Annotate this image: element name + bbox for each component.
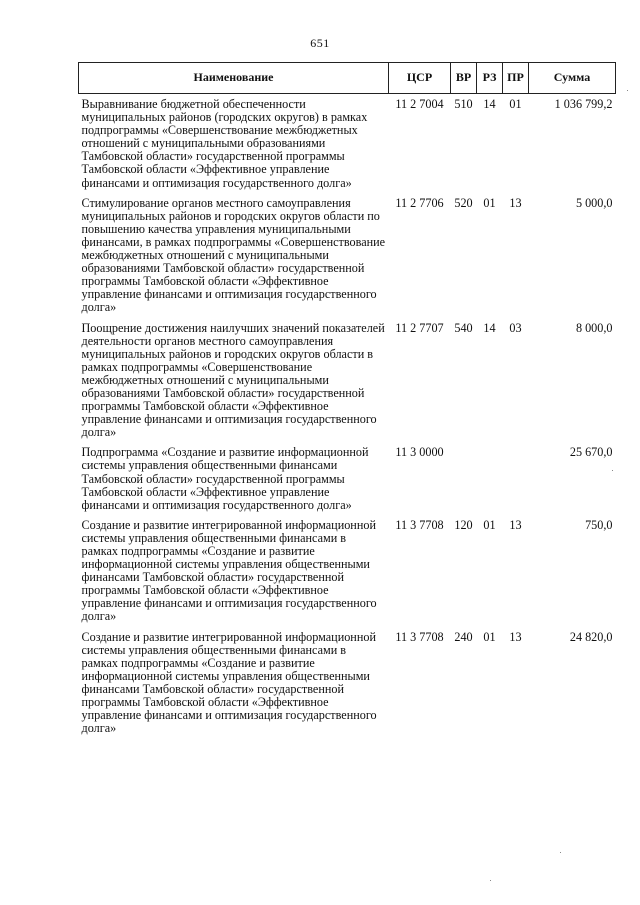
row-sum: 5 000,0 (575, 195, 613, 210)
row-csr: 11 2 7706 (395, 195, 444, 210)
row-vr: 520 (454, 195, 473, 210)
table-row (79, 627, 616, 739)
row-vr: 120 (454, 517, 473, 532)
table-row (79, 515, 616, 627)
row-pr: 03 (509, 320, 522, 335)
scan-speck (627, 90, 628, 91)
row-pr: 01 (509, 97, 522, 111)
row-csr: 11 2 7707 (395, 320, 444, 335)
table-row (79, 318, 616, 443)
header-sum: Сумма (529, 63, 616, 94)
row-rz: 14 (483, 97, 496, 111)
header-csr: ЦСР (389, 63, 451, 94)
page-number: 651 (310, 36, 330, 50)
row-name: Создание и развитие интегрированной информационной системы управления общественными финансами в рамках подпрограммы «Создание и развитие информационной системы управления общественными финансами Тамбовской области» государственной программы Тамбовской области «Эффективное управление финансами и оптимизация государственного долга» (81, 517, 377, 624)
header-vr: ВР (451, 63, 477, 94)
row-pr (503, 442, 529, 514)
row-vr: 240 (454, 629, 473, 644)
header-name: Наименование (79, 63, 389, 94)
row-sum: 25 670,0 (569, 445, 613, 460)
row-csr: 11 2 7004 (395, 97, 444, 111)
row-pr: 13 (509, 517, 522, 532)
row-vr (451, 442, 477, 514)
row-vr: 540 (454, 320, 473, 335)
row-pr: 13 (509, 629, 522, 644)
scan-speck (490, 880, 491, 881)
table-header-row (79, 63, 616, 94)
table-row (79, 94, 616, 193)
row-name: Стимулирование органов местного самоуправления муниципальных районов и городских округов области по повышению качества управления муниципальными финансами, в рамках подпрограммы «Совершенствование межбюджетных отношений с муниципальными образованиями Тамбовской области» государственной программы Тамбовской области «Эффективное управление финансами и оптимизация государственного долга» (81, 195, 386, 315)
row-csr: 11 3 0000 (395, 445, 444, 460)
header-pr: ПР (503, 63, 529, 94)
row-rz: 01 (483, 517, 496, 532)
row-pr: 13 (509, 195, 522, 210)
row-rz: 01 (483, 195, 496, 210)
row-sum: 8 000,0 (575, 320, 613, 335)
row-rz (477, 442, 503, 514)
row-vr: 510 (454, 97, 473, 111)
row-sum: 1 036 799,2 (554, 97, 613, 111)
row-name: Создание и развитие интегрированной информационной системы управления общественными финансами в рамках подпрограммы «Создание и развитие информационной системы управления общественными финансами Тамбовской области» государственной программы Тамбовской области «Эффективное управление финансами и оптимизация государственного долга» (81, 629, 377, 736)
scan-speck (612, 470, 613, 471)
row-sum: 750,0 (585, 517, 613, 532)
row-name: Выравнивание бюджетной обеспеченности муниципальных районов (городских округов) в рамках подпрограммы «Совершенствование межбюджетных отношений с муниципальными образованиями Тамбовской области» государственной программы Тамбовской области «Эффективное управление финансами и оптимизация государственного долга» (81, 97, 368, 190)
row-name: Поощрение достижения наилучших значений показателей деятельности органов местного самоуправления муниципальных районов и городских округов области в рамках подпрограммы «Совершенствование межбюджетных отношений с муниципальными образованиями Тамбовской области» государственной программы Тамбовской области «Эффективное управление финансами и оптимизация государственного долга» (81, 320, 385, 440)
row-rz: 14 (483, 320, 496, 335)
row-sum: 24 820,0 (569, 629, 613, 644)
row-name: Подпрограмма «Создание и развитие информационной системы управления общественными финансами Тамбовской области» государственной программы Тамбовской области «Эффективное управление финансами и оптимизация государственного долга» (81, 445, 369, 512)
table-row (79, 442, 616, 514)
row-csr: 11 3 7708 (395, 517, 444, 532)
row-csr: 11 3 7708 (395, 629, 444, 644)
table-row (79, 193, 616, 318)
scan-speck (560, 852, 561, 853)
budget-table (78, 62, 616, 738)
header-rz: РЗ (477, 63, 503, 94)
row-rz: 01 (483, 629, 496, 644)
